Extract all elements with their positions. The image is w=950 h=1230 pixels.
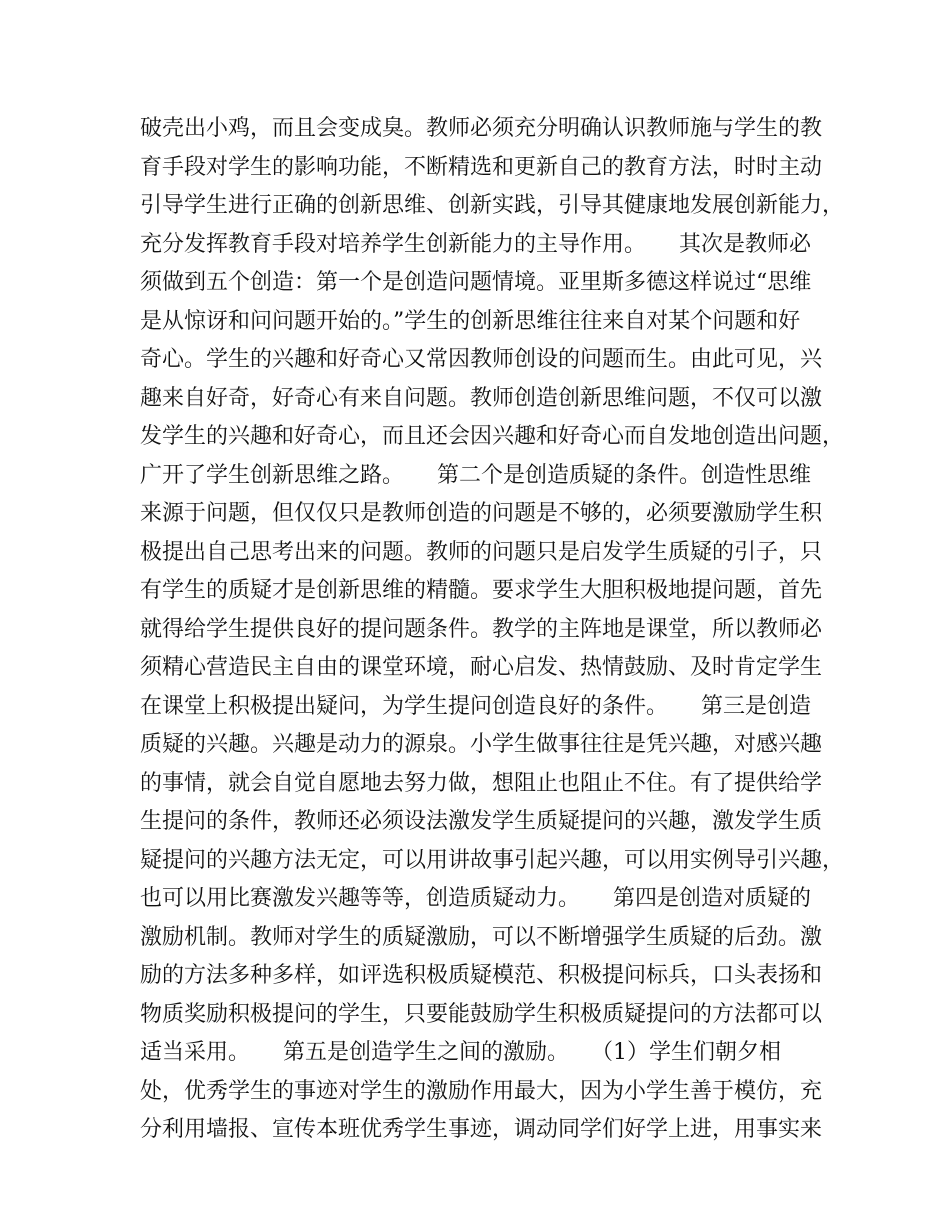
text-line: 来源于问题，但仅仅只是教师创造的问题是不够的，必须要激励学生积 <box>140 501 823 526</box>
text-line: 破壳出小鸡，而且会变成臭。教师必须充分明确认识教师施与学生的教 <box>140 116 823 141</box>
text-line: 也可以用比赛激发兴趣等等，创造质疑动力。 第四是创造对质疑的 <box>140 886 812 911</box>
text-line: 励的方法多种多样，如评选积极质疑模范、积极提问标兵，口头表扬和 <box>140 963 823 988</box>
text-line: 充分发挥教育手段对培养学生创新能力的主导作用。 其次是教师必 <box>140 231 812 257</box>
text-line: 就得给学生提供良好的提问题条件。教学的主阵地是课堂，所以教师必 <box>140 616 823 642</box>
text-line: 的事情，就会自觉自愿地去努力做，想阻止也阻止不住。有了提供给学 <box>140 770 823 796</box>
text-line: 奇心。学生的兴趣和好奇心又常因教师创设的问题而生。由此可见，兴 <box>140 347 823 372</box>
text-line: 趣来自好奇，好奇心有来自问题。教师创造创新思维问题，不仅可以激 <box>140 385 823 411</box>
text-line: 在课堂上积极提出疑问，为学生提问创造良好的条件。 第三是创造 <box>140 693 812 719</box>
text-line: 发学生的兴趣和好奇心，而且还会因兴趣和好奇心而自发地创造出问题， <box>140 424 845 449</box>
text-line: 须做到五个创造：第一个是创造问题情境。亚里斯多德这样说过“思维 <box>140 270 812 295</box>
text-line: 广开了学生创新思维之路。 第二个是创造质疑的条件。创造性思维 <box>140 462 812 488</box>
body-text <box>140 110 845 1150</box>
text-line: 质疑的兴趣。兴趣是动力的源泉。小学生做事往往是凭兴趣，对感兴趣 <box>140 732 823 757</box>
text-line: 处，优秀学生的事迹对学生的激励作用最大，因为小学生善于模仿，充 <box>140 1078 823 1104</box>
text-line: 有学生的质疑才是创新思维的精髓。要求学生大胆积极地提问题，首先 <box>140 578 823 603</box>
text-line: 引导学生进行正确的创新思维、创新实践，引导其健康地发展创新能力， <box>140 193 845 218</box>
text-line: 疑提问的兴趣方法无定，可以用讲故事引起兴趣，可以用实例导引兴趣， <box>140 847 845 873</box>
text-line: 极提出自己思考出来的问题。教师的问题只是启发学生质疑的引子，只 <box>140 539 823 565</box>
text-line: 分利用墙报、宣传本班优秀学生事迹，调动同学们好学上进，用事实来 <box>140 1117 823 1142</box>
text-line: 激励机制。教师对学生的质疑激励，可以不断增强学生质疑的后劲。激 <box>140 924 823 950</box>
text-line: 是从惊讶和问问题开始的。”学生的创新思维往往来自对某个问题和好 <box>140 308 801 334</box>
text-line: 生提问的条件，教师还必须设法激发学生质疑提问的兴趣，激发学生质 <box>140 809 823 834</box>
text-line: 育手段对学生的影响功能，不断精选和更新自己的教育方法，时时主动 <box>140 154 823 180</box>
text-line: 须精心营造民主自由的课堂环境，耐心启发、热情鼓励、及时肯定学生 <box>140 655 823 680</box>
text-line: 适当采用。 第五是创造学生之间的激励。 （1）学生们朝夕相 <box>140 1040 781 1065</box>
text-line: 物质奖励积极提问的学生，只要能鼓励学生积极质疑提问的方法都可以 <box>140 1001 823 1027</box>
